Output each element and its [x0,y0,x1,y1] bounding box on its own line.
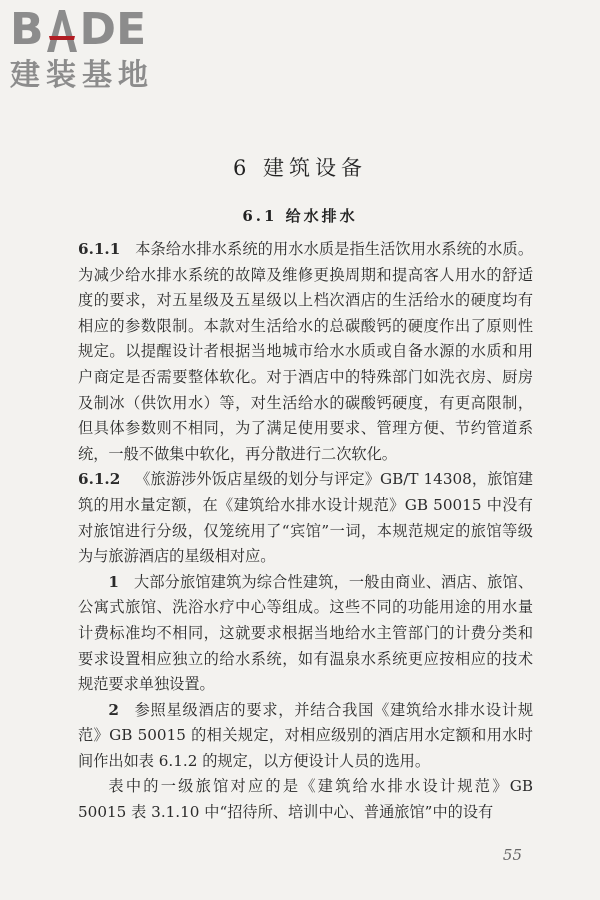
logo [10,6,185,96]
item-text: 大部分旅馆建筑为综合性建筑，一般由商业、酒店、旅馆、公寓式旅馆、洗浴水疗中心等组成。这些不同的功能用途的用水量计费标准均不相同，这就要求根据当地给水主管部门的计费分类和要求设置相应独立的给水系统，如有温泉水系统更应按相应的技术规范要求单独设置。 [78,572,534,694]
paragraph-6-1-2 [78,467,533,569]
logo-letters-de: DE [79,4,147,55]
logo-letter-b: B [10,4,44,55]
paragraph-item-1 [78,570,533,698]
paragraph-table-note [78,774,533,825]
paragraph-6-1-1 [78,237,533,467]
clause-text: 本条给水排水系统的用水水质是指生活饮用水系统的水质。为减少给水排水系统的故障及维修更换周期和提高客人用水的舒适度的要求，对五星级及五星级以上档次酒店的生活给水的硬度均有相应的参数限制。本款对生活给水的总碳酸钙的硬度作出了原则性规定。以提醒设计者根据当地城市给水水质或自备水源的水质和用户商定是否需要整体软化。对于酒店中的特殊部门如洗衣房、厨房及制冰（供饮用水）等，对生活给水的碳酸钙硬度，有更高限制，但具体参数则不相同，为了满足使用要求、管理方便、节约管道系统，一般不做集中软化，再分散进行二次软化。 [78,240,534,463]
chapter-title: 6 建筑设备 [232,156,368,180]
logo-wordmark [10,6,185,56]
section-title: 6.1 给水排水 [242,207,358,225]
logo-subtitle: 建装基地 [10,58,154,93]
item-number: 1 [108,572,119,591]
clause-text: 《旅游涉外饭店星级的划分与评定》GB/T 14308，旅馆建筑的用水量定额，在《建筑给水排水设计规范》GB 50015 中没有对旅馆进行分级，仅笼统用了“宾馆”一词，本规范规定的旅馆等级为与旅游酒店的星级相对应。 [78,470,534,566]
body-text [78,237,533,826]
item-number: 2 [108,700,119,719]
logo-letter-a-icon [45,6,79,54]
paragraph-text: 表中的一级旅馆对应的是《建筑给水排水设计规范》GB 50015 表 3.1.10 中“招待所、培训中心、普通旅馆”中的设有 [78,777,533,822]
clause-number: 6.1.2 [78,470,121,489]
paragraph-item-2 [78,698,533,775]
clause-number: 6.1.1 [78,240,121,258]
page-number: 55 [502,846,522,864]
item-text: 参照星级酒店的要求，并结合我国《建筑给水排水设计规范》GB 50015 的相关规定，对相应级别的酒店用水定额和用水时间作出如表 6.1.2 的规定，以方便设计人员的选用。 [78,700,534,770]
